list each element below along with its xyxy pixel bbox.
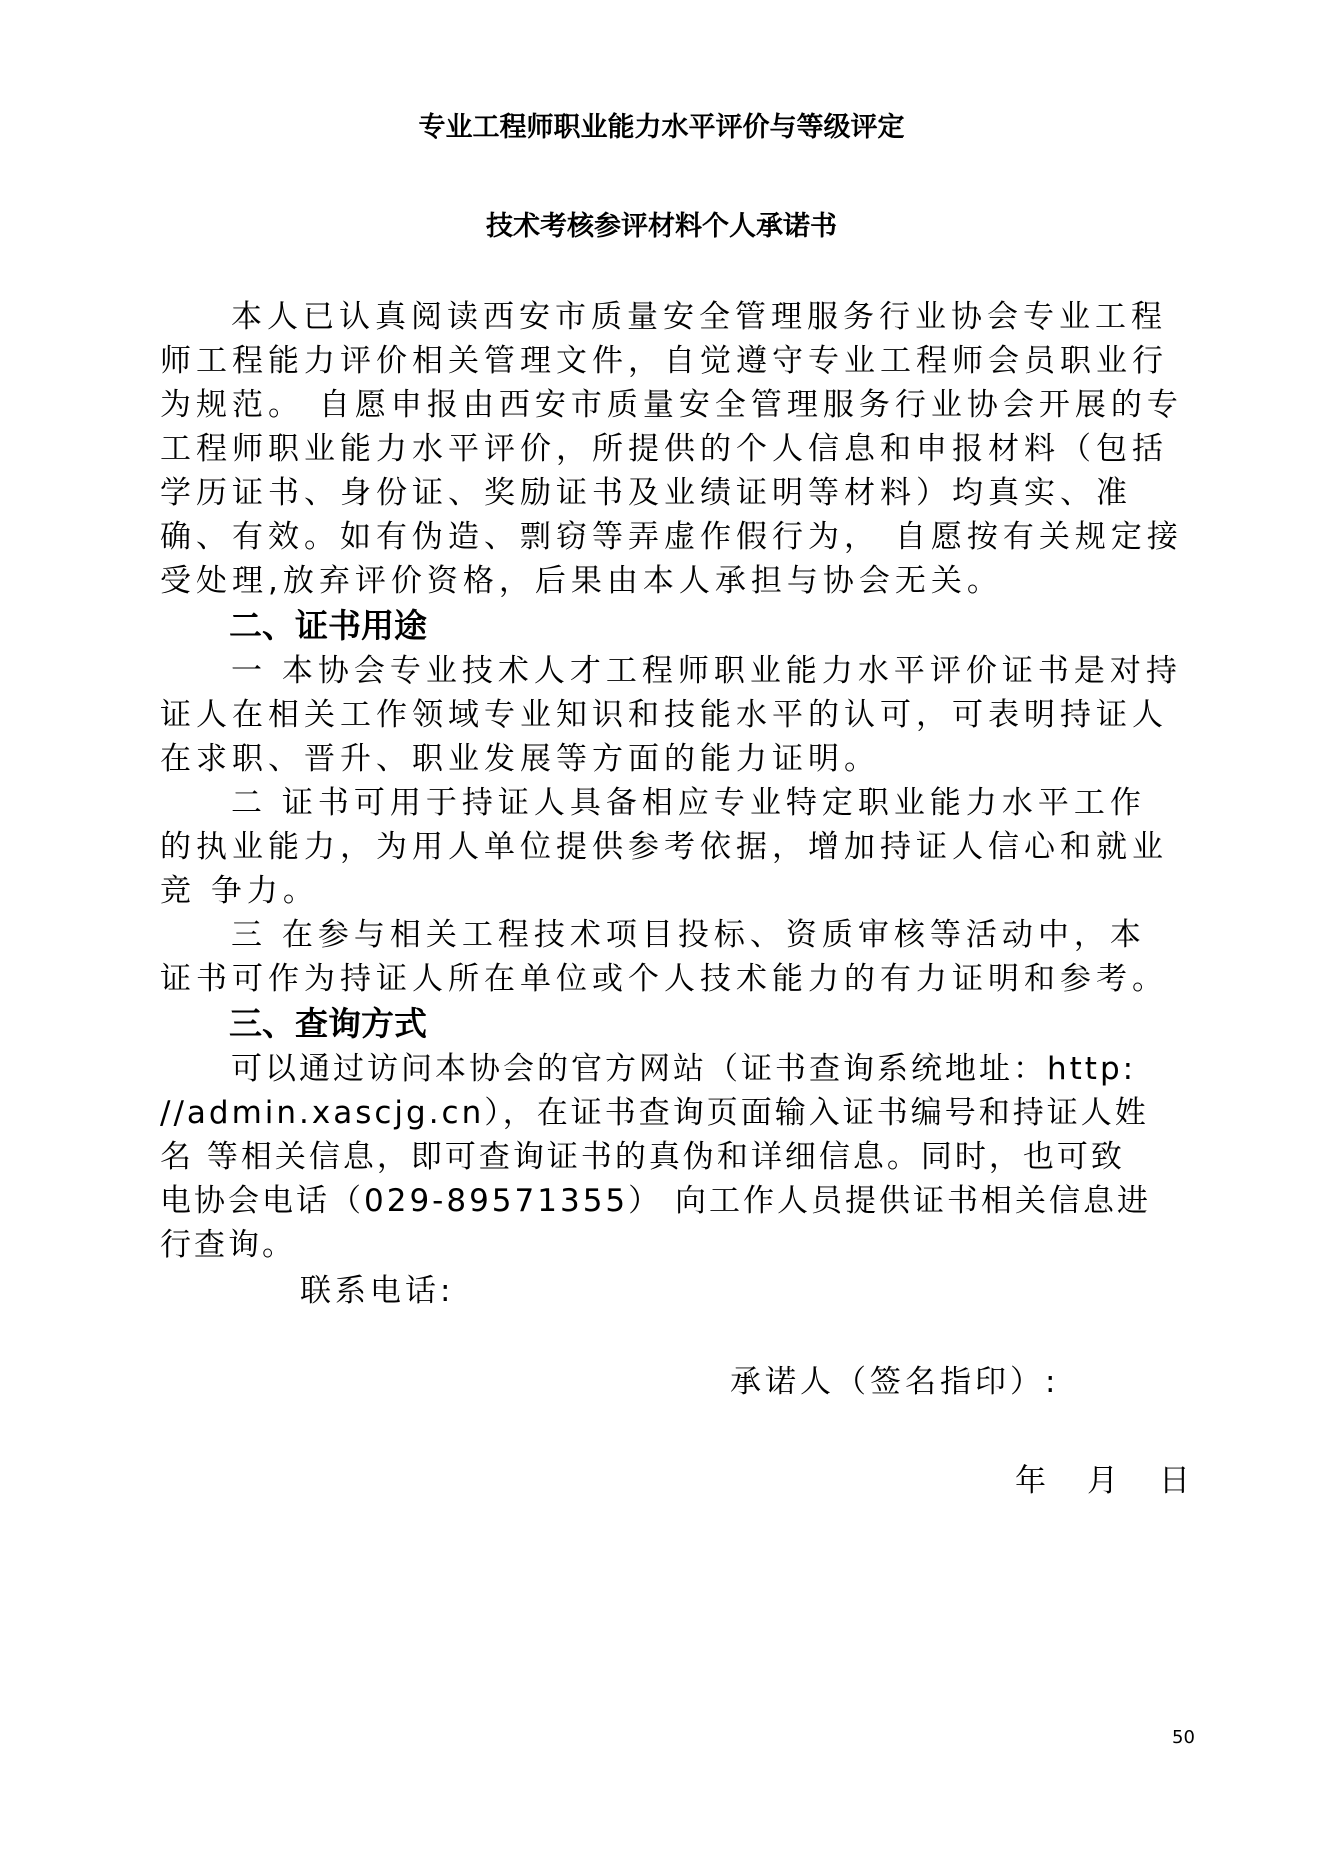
section3-line: 电协会电话（029-89571355） 向工作人员提供证书相关信息进 (160, 1183, 1151, 1219)
contact-phone-label: 联系电话: (300, 1273, 455, 1309)
intro-line: 受处理,放弃评价资格，后果由本人承担与协会无关。 (160, 563, 1003, 599)
date-month: 月 (1087, 1463, 1118, 1499)
section2-item2-line: 的执业能力，为用人单位提供参考依据，增加持证人信心和就业 (160, 829, 1168, 865)
intro-line: 学历证书、身份证、奖励证书及业绩证明等材料）均真实、准 (160, 475, 1132, 511)
intro-line: 为规范。 自愿申报由西安市质量安全管理服务行业协会开展的专 (160, 387, 1183, 423)
section2-item2-line: 竞 争力。 (160, 873, 319, 909)
document-subtitle: 技术考核参评材料个人承诺书 (486, 211, 837, 242)
section3-line: 可以通过访问本协会的官方网站（证书查询系统地址：http: (231, 1051, 1137, 1087)
pledger-signature-label: 承诺人（签名指印）: (730, 1364, 1060, 1400)
intro-line: 确、有效。如有伪造、剽窃等弄虚作假行为， 自愿按有关规定接 (160, 519, 1183, 555)
section2-heading: 二、证书用途 (229, 606, 427, 645)
date-day: 日 (1159, 1463, 1190, 1499)
date-year: 年 (1015, 1463, 1046, 1499)
section3-line: 名 等相关信息，即可查询证书的真伪和详细信息。同时，也可致 (160, 1139, 1125, 1175)
section3-line: 行查询。 (160, 1227, 296, 1263)
section2-item3-line: 证书可作为持证人所在单位或个人技术能力的有力证明和参考。 (160, 961, 1168, 997)
section2-item3-line: 三 在参与相关工程技术项目投标、资质审核等活动中，本 (231, 917, 1146, 953)
section2-item1-line: 一 本协会专业技术人才工程师职业能力水平评价证书是对持 (231, 653, 1182, 689)
date-line (1015, 1463, 1195, 1502)
document-title: 专业工程师职业能力水平评价与等级评定 (418, 112, 905, 143)
section3-line: //admin.xascjg.cn），在证书查询页面输入证书编号和持证人姓 (160, 1095, 1149, 1131)
page-number: 50 (1172, 1727, 1195, 1748)
intro-line: 师工程能力评价相关管理文件，自觉遵守专业工程师会员职业行 (160, 343, 1168, 379)
section2-item2-line: 二 证书可用于持证人具备相应专业特定职业能力水平工作 (231, 785, 1146, 821)
intro-line: 本人已认真阅读西安市质量安全管理服务行业协会专业工程 (231, 299, 1167, 335)
section3-heading: 三、查询方式 (229, 1004, 427, 1043)
intro-line: 工程师职业能力水平评价，所提供的个人信息和申报材料（包括 (160, 431, 1168, 467)
section2-item1-line: 证人在相关工作领域专业知识和技能水平的认可，可表明持证人 (160, 697, 1168, 733)
section2-item1-line: 在求职、晋升、职业发展等方面的能力证明。 (160, 741, 880, 777)
